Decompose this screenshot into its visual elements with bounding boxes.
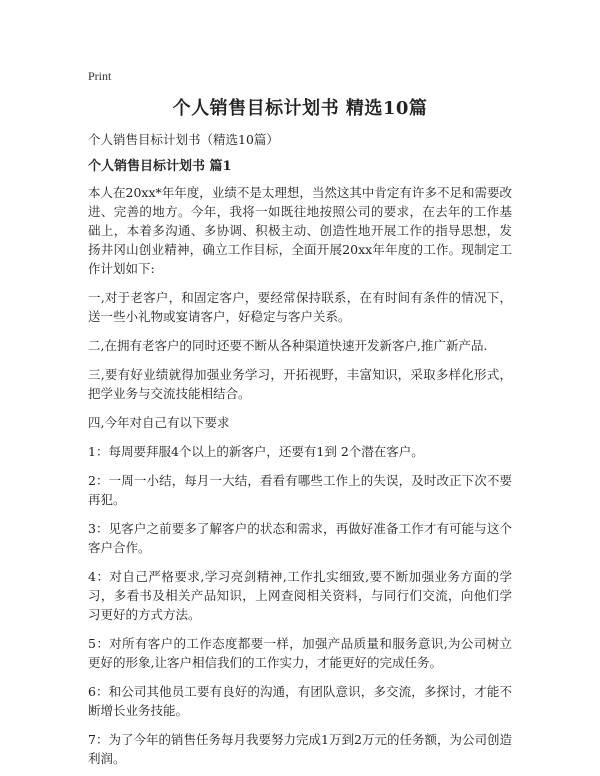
- section-heading: 个人销售目标计划书 篇1: [88, 159, 232, 174]
- requirement-5: 5：对所有客户的工作态度都要一样，加强产品质量和服务意识,为公司树立更好的形象,让客户相信我们的工作实力，才能更好的完成任务。: [88, 636, 512, 670]
- document-subtitle: 个人销售目标计划书（精选10篇）: [88, 132, 279, 147]
- paragraph-item-4: 四,今年对自己有以下要求: [88, 415, 230, 430]
- requirement-1: 1：每周要拜服4个以上的新客户，还要有1到 2个潜在客户。: [88, 444, 424, 459]
- document-title: 个人销售目标计划书 精选10篇: [172, 98, 428, 119]
- requirement-3: 3：见客户之前要多了解客户的状态和需求，再做好准备工作才有可能与这个客户合作。: [88, 521, 512, 555]
- requirement-4: 4：对自己严格要求,学习亮剑精神,工作扎实细致,要不断加强业务方面的学习，多看书及相关产品知识，上网查阅相关资料，与同行们交流，向他们学习更好的方式方法。: [88, 569, 512, 622]
- requirement-7: 7：为了今年的销售任务每月我要努力完成1万到2万元的任务额，为公司创造利润。: [88, 732, 512, 766]
- requirement-6: 6：和公司其他员工要有良好的沟通，有团队意识，多交流，多探讨，才能不断增长业务技能。: [88, 684, 512, 718]
- requirement-2: 2：一周一小结，每月一大结，看看有哪些工作上的失误，及时改正下次不要再犯。: [88, 473, 512, 507]
- paragraph-item-1: 一,对于老客户，和固定客户，要经常保持联系，在有时间有条件的情况下，送一些小礼物或宴请客户，好稳定与客户关系。: [88, 290, 512, 324]
- paragraph-item-2: 二,在拥有老客户的同时还要不断从各种渠道快速开发新客户,推广新产品.: [88, 338, 488, 353]
- paragraph-item-3: 三,要有好业绩就得加强业务学习，开拓视野，丰富知识，采取多样化形式，把学业务与交流技能相结合。: [88, 367, 512, 401]
- paragraph-intro: 本人在20xx*年年度，业绩不是太理想，当然这其中肯定有许多不足和需要改进、完善的地方。今年，我将一如既往地按照公司的要求，在去年的工作基础上，本着多沟通、多协调、积极主动、创造性地开展工作的指导思想，发扬井冈山创业精神，确立工作目标，全面开展20xx年年度的工作。现制定工作计划如下:: [88, 185, 512, 276]
- print-label[interactable]: Print: [88, 69, 112, 83]
